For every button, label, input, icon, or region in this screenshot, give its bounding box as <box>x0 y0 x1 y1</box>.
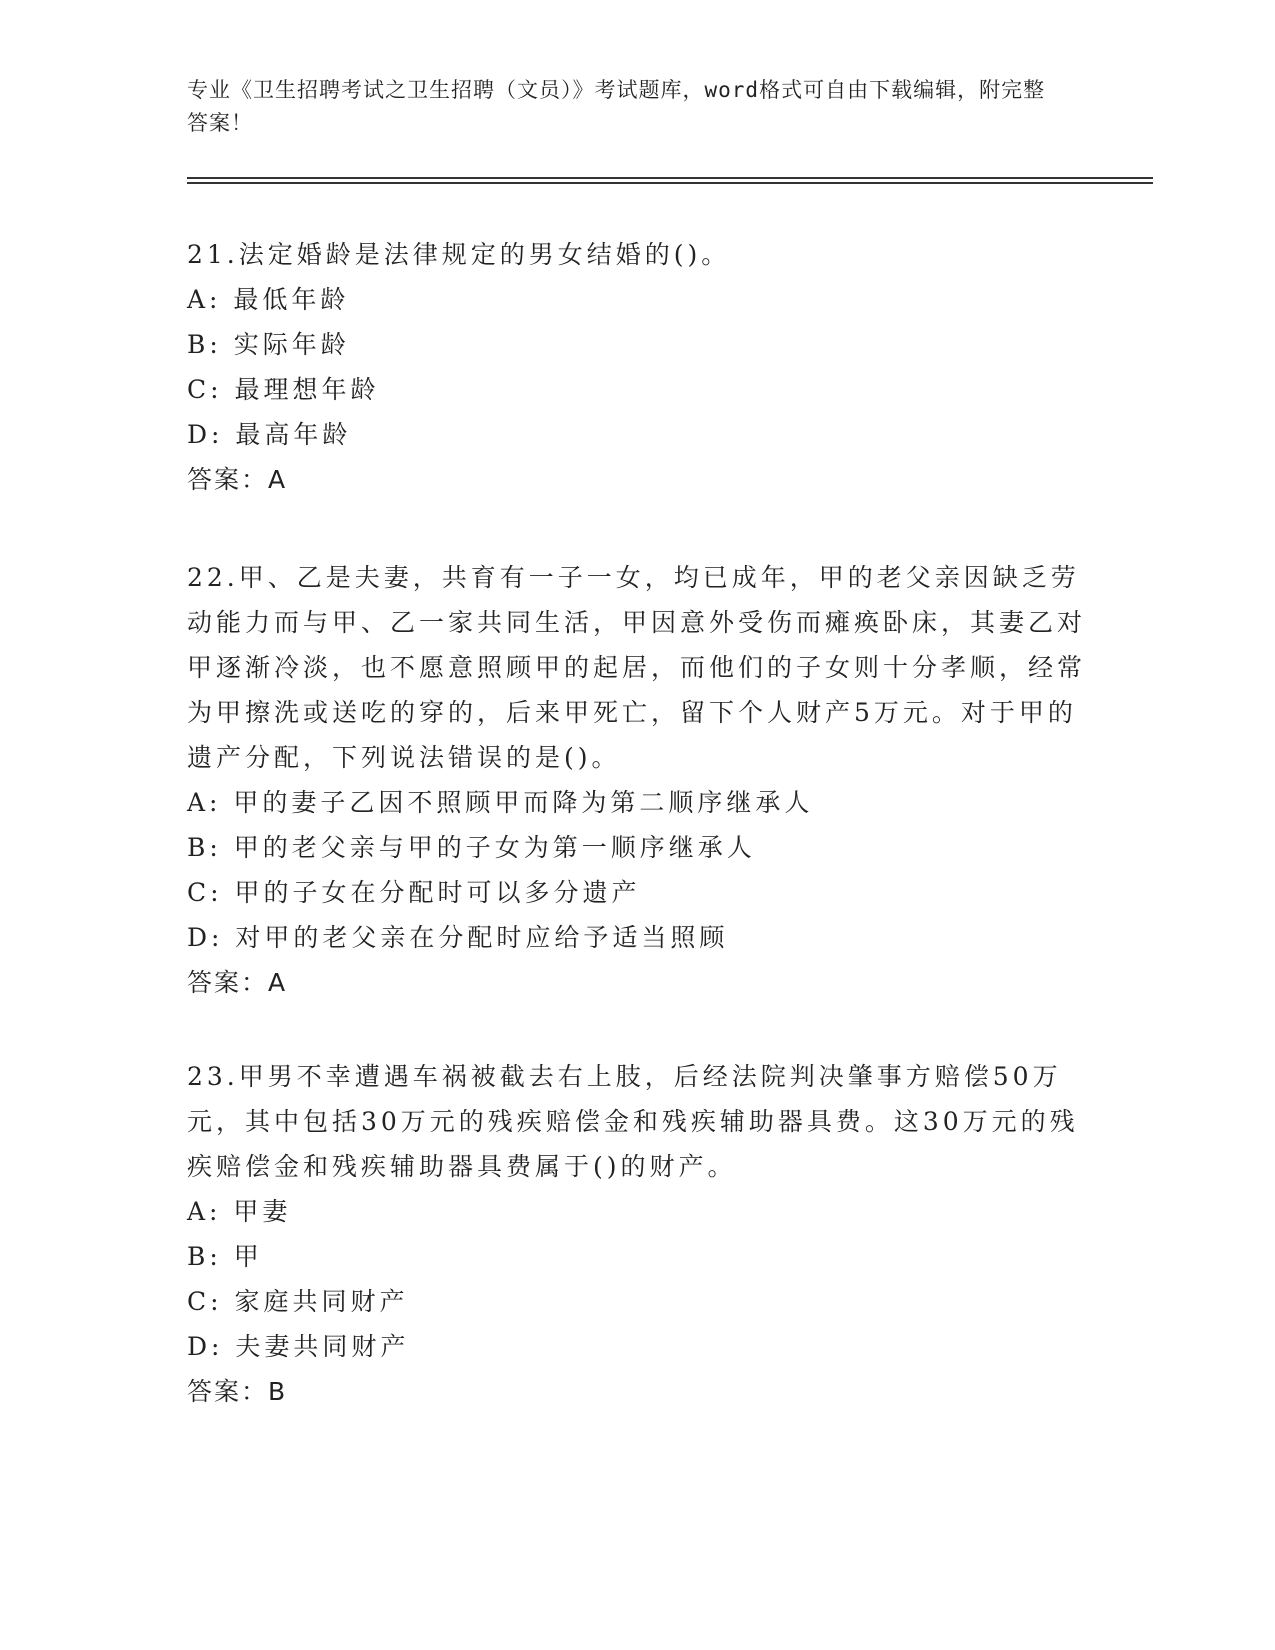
option-a: A: 最低年龄 <box>187 285 350 314</box>
option-b: B: 实际年龄 <box>187 330 350 359</box>
answer: 答案：A <box>187 968 288 997</box>
answer: 答案：A <box>187 465 288 494</box>
option-b: B: 甲 <box>187 1242 263 1271</box>
option-a: A: 甲的妻子乙因不照顾甲而降为第二顺序继承人 <box>187 788 814 817</box>
question-21 <box>187 232 1087 502</box>
question-22 <box>187 555 1087 1005</box>
answer: 答案：B <box>187 1377 288 1406</box>
option-a: A: 甲妻 <box>187 1197 292 1226</box>
question-stem: 22.甲、乙是夫妻，共育有一子一女，均已成年，甲的老父亲因缺乏劳动能力而与甲、乙一家共同生活，甲因意外受伤而瘫痪卧床，其妻乙对甲逐渐冷淡，也不愿意照顾甲的起居，而他们的子女则十分孝顺，经常为甲擦洗或送吃的穿的，后来甲死亡，留下个人财产5万元。对于甲的遗产分配，下列说法错误的是()。 <box>187 563 1087 772</box>
header-divider-bottom <box>187 182 1153 184</box>
option-d: D: 最高年龄 <box>187 420 352 449</box>
option-b: B: 甲的老父亲与甲的子女为第一顺序继承人 <box>187 833 756 862</box>
question-23 <box>187 1054 1087 1414</box>
option-d: D: 夫妻共同财产 <box>187 1332 410 1361</box>
header-divider-top <box>187 177 1153 179</box>
option-c: C: 最理想年龄 <box>187 375 380 404</box>
option-c: C: 甲的子女在分配时可以多分遗产 <box>187 878 641 907</box>
option-d: D: 对甲的老父亲在分配时应给予适当照顾 <box>187 923 729 952</box>
question-stem: 21.法定婚龄是法律规定的男女结婚的()。 <box>187 240 731 269</box>
option-c: C: 家庭共同财产 <box>187 1287 409 1316</box>
document-header: 专业《卫生招聘考试之卫生招聘（文员）》考试题库，word格式可自由下载编辑，附完整答案！ <box>187 78 1046 135</box>
question-stem: 23.甲男不幸遭遇车祸被截去右上肢，后经法院判决肇事方赔偿50万元，其中包括30万元的残疾赔偿金和残疾辅助器具费。这30万元的残疾赔偿金和残疾辅助器具费属于()的财产。 <box>187 1062 1079 1181</box>
